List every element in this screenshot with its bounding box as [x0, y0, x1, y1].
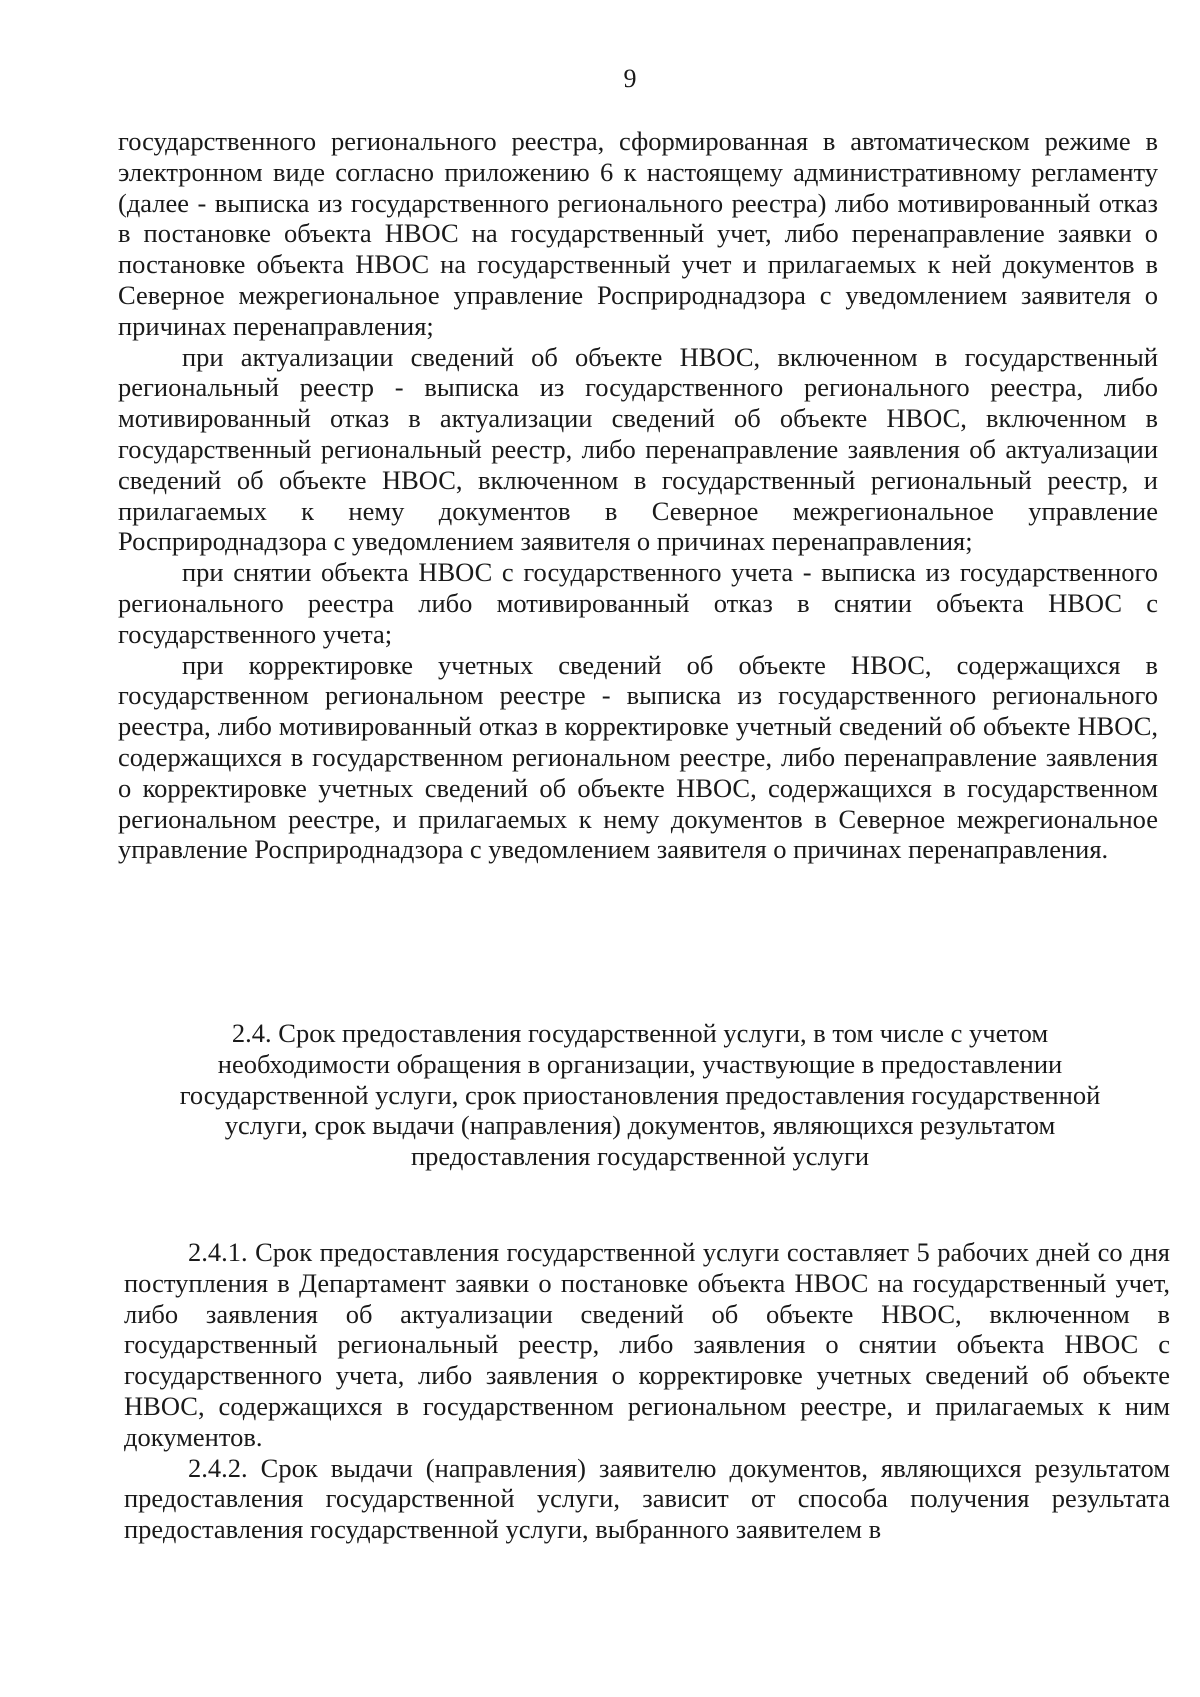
paragraph-2-4-2: 2.4.2. Срок выдачи (направления) заявителю документов, являющихся результатом предоставления государственной услуги, зависит от способа получения результата предоставления государственной услуги, выбранного заявителем в — [124, 1452, 1170, 1545]
section-heading-line: услуги, срок выдачи (направления) документов, являющихся результатом — [224, 1110, 1056, 1141]
section-heading-line: государственной услуги, срок приостановления предоставления государственной — [179, 1079, 1101, 1110]
section-heading-line: 2.4. Срок предоставления государственной услуги, в том числе с учетом — [231, 1018, 1049, 1048]
section-heading-line: необходимости обращения в организации, участвующие в предоставлении — [217, 1048, 1063, 1079]
paragraph: при корректировке учетных сведений об объекте НВОС, содержащихся в государственном региональном реестре - выписка из государственного регионального реестра, либо мотивированный отказ в корректировке учетный сведений об объекте НВОС, содержащихся в государственном региональном реестре, либо перенаправление заявления о корректировке учетных сведений об объекте НВОС, содержащихся в государственном региональном реестре, и прилагаемых к нему документов в Северное межрегиональное управление Росприроднадзора с уведомлением заявителя о причинах перенаправления. — [118, 649, 1158, 865]
body-text-bottom — [124, 1237, 1170, 1545]
paragraph: при снятии объекта НВОС с государственного учета - выписка из государственного регионального реестра либо мотивированный отказ в снятии объекта НВОС с государственного учета; — [118, 557, 1158, 649]
paragraph: при актуализации сведений об объекте НВОС, включенном в государственный региональный реестр - выписка из государственного регионального реестра, либо мотивированный отказ в актуализации сведений об объекте НВОС, включенном в государственный региональный реестр, либо перенаправление заявления об актуализации сведений об объекте НВОС, включенном в государственный региональный реестр, и прилагаемых к нему документов в Северное межрегиональное управление Росприроднадзора с уведомлением заявителя о причинах перенаправления; — [118, 341, 1158, 557]
paragraph-2-4-1: 2.4.1. Срок предоставления государственной услуги составляет 5 рабочих дней со дня поступления в Департамент заявки о постановке объекта НВОС на государственный учет, либо заявления об актуализации сведений об объекте НВОС, включенном в государственный региональный реестр, либо заявления о снятии объекта НВОС с государственного учета, либо заявления о корректировке учетных сведений об объекте НВОС, содержащихся в государственном региональном реестре, и прилагаемых к ним документов. — [124, 1237, 1170, 1452]
section-heading — [140, 1018, 1140, 1172]
section-heading-line: предоставления государственной услуги — [410, 1141, 870, 1172]
body-text-top — [118, 126, 1158, 865]
page-number: 9 — [623, 64, 637, 93]
paragraph: государственного регионального реестра, сформированная в автоматическом режиме в электронном виде согласно приложению 6 к настоящему административному регламенту (далее - выписка из государственного регионального реестра) либо мотивированный отказ в постановке объекта НВОС на государственный учет, либо перенаправление заявки о постановке объекта НВОС на государственный учет и прилагаемых к ней документов в Северное межрегиональное управление Росприроднадзора с уведомлением заявителя о причинах перенаправления; — [118, 126, 1158, 341]
